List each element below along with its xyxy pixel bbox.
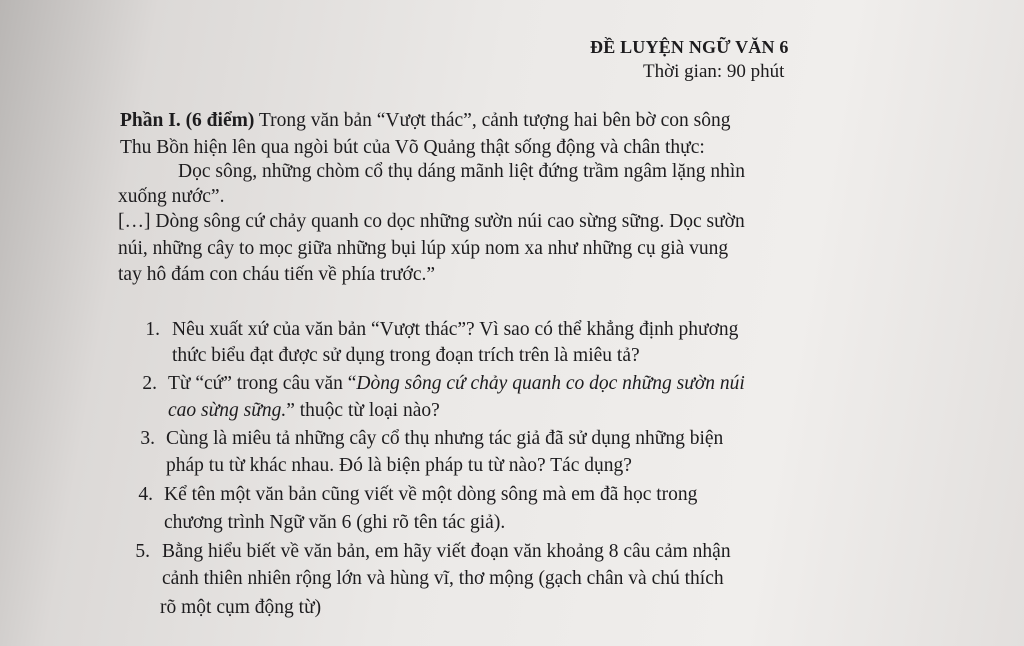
question-2-line-1: [168, 373, 745, 395]
part1-label: Phần I. (6 điểm): [120, 110, 255, 131]
question-5-line-1: Bằng hiểu biết về văn bản, em hãy viết đoạn văn khoảng 8 câu cảm nhận: [162, 541, 731, 562]
quote-line-5: tay hô đám con cháu tiến về phía trước.”: [118, 264, 436, 285]
question-2-line-1-text: Từ “cứ” trong câu văn “: [168, 373, 357, 394]
question-4-line-2: chương trình Ngữ văn 6 (ghi rõ tên tác giả).: [164, 512, 506, 533]
question-1-line-2: thức biểu đạt được sử dụng trong đoạn trích trên là miêu tả?: [172, 345, 640, 366]
exam-title: ĐỀ LUYỆN NGỮ VĂN 6: [590, 37, 789, 57]
question-3-line-2: pháp tu từ khác nhau. Đó là biện pháp tu từ nào? Tác dụng?: [166, 455, 632, 476]
part1-intro-line-2: Thu Bồn hiện lên qua ngòi bút của Võ Quảng thật sống động và chân thực:: [120, 137, 705, 158]
question-5-line-2: cảnh thiên nhiên rộng lớn và hùng vĩ, thơ mộng (gạch chân và chú thích: [162, 568, 724, 589]
question-5-number: 5.: [135, 541, 150, 562]
question-1-number: 1.: [145, 319, 160, 340]
exam-time: Thời gian: 90 phút: [643, 61, 785, 82]
quote-line-2: xuống nước”.: [118, 186, 225, 207]
question-2-number: 2.: [142, 373, 157, 394]
question-5-line-3: rõ một cụm động từ): [160, 597, 322, 618]
question-2-line-2: [168, 400, 440, 422]
question-2-quote-end: cao sừng sững.: [168, 400, 287, 421]
question-2-line-2-text: ” thuộc từ loại nào?: [286, 400, 440, 421]
question-4-number: 4.: [138, 484, 153, 505]
quote-line-3: […] Dòng sông cứ chảy quanh co dọc những sườn núi cao sừng sững. Dọc sườn: [118, 211, 745, 232]
quote-line-1: Dọc sông, những chòm cổ thụ dáng mãnh liệt đứng trầm ngâm lặng nhìn: [178, 161, 746, 182]
part1-intro-line-1: [120, 110, 730, 132]
question-2-quote-text: Dòng sông cứ chảy quanh co dọc những sườn núi: [356, 373, 745, 394]
question-1-line-1: Nêu xuất xứ của văn bản “Vượt thác”? Vì sao có thể khẳng định phương: [172, 319, 739, 340]
question-3-line-1: Cùng là miêu tả những cây cổ thụ nhưng tác giả đã sử dụng những biện: [166, 428, 724, 449]
part1-intro-text: Trong văn bản “Vượt thác”, cảnh tượng hai bên bờ con sông: [254, 110, 731, 131]
question-4-line-1: Kể tên một văn bản cũng viết về một dòng sông mà em đã học trong: [164, 484, 698, 505]
quote-line-4: núi, những cây to mọc giữa những bụi lúp xúp nom xa như những cụ già vung: [118, 238, 729, 259]
question-3-number: 3.: [140, 428, 155, 449]
